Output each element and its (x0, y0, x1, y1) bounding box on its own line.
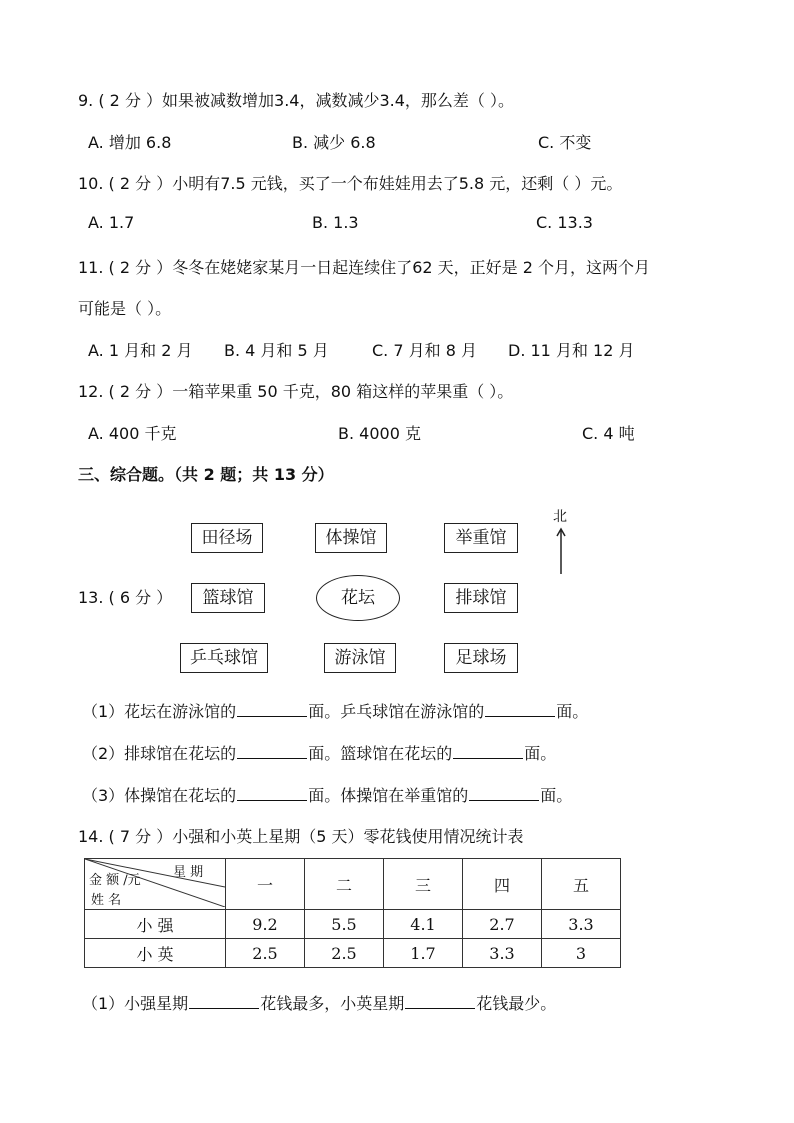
q13-sub1-blank1[interactable] (237, 702, 307, 717)
q11-option-a: A. 1 月和 2 月 (88, 341, 193, 360)
table-cell: 4.1 (384, 910, 463, 939)
table-header-day: 四 (463, 859, 542, 910)
table-header-day: 二 (305, 859, 384, 910)
north-label: 北 (553, 509, 567, 525)
table-cell: 2.5 (305, 939, 384, 968)
table-cell: 2.7 (463, 910, 542, 939)
table-corner-cell (85, 859, 226, 910)
q14-title: 14. ( 7 分 ）小强和小英上星期（5 天）零花钱使用情况统计表 (78, 827, 524, 846)
q13-sub1-text-c: 面。 (556, 702, 589, 721)
q13-sub1-text-b: 面。乒乓球馆在游泳馆的 (308, 702, 485, 721)
q13-sub3-text-a: （3）体操馆在花坛的 (82, 786, 237, 805)
box-youyong: 游泳馆 (324, 643, 396, 673)
q9-option-a: A. 增加 6.8 (88, 133, 172, 152)
q14-sub1-text-c: 花钱最少。 (476, 994, 557, 1013)
q13-sub3 (82, 783, 572, 806)
q10-option-c: C. 13.3 (536, 213, 593, 232)
q13-sub1-text-a: （1）花坛在游泳馆的 (82, 702, 237, 721)
q11-text-line1: 11. ( 2 分 ）冬冬在姥姥家某月一日起连续住了62 天，正好是 2 个月，这两个月 (78, 258, 651, 277)
q13-sub3-blank2[interactable] (469, 786, 539, 801)
q13-sub2-blank1[interactable] (237, 744, 307, 759)
q11-option-c: C. 7 月和 8 月 (372, 341, 477, 360)
table-cell: 9.2 (226, 910, 305, 939)
table-cell: 3.3 (542, 910, 621, 939)
box-tianjing: 田径场 (191, 523, 263, 553)
table-row (85, 939, 621, 968)
box-paiqiu: 排球馆 (444, 583, 518, 613)
q12-text: 12. ( 2 分 ）一箱苹果重 50 千克，80 箱这样的苹果重（ ）。 (78, 382, 514, 401)
q13-sub3-text-b: 面。体操馆在举重馆的 (308, 786, 469, 805)
table-cell: 3.3 (463, 939, 542, 968)
q9-text: 9. ( 2 分 ）如果被减数增加3.4，减数减少3.4，那么差（ ）。 (78, 91, 515, 110)
q14-sub1-text-b: 花钱最多，小英星期 (260, 994, 405, 1013)
q13-sub1 (82, 699, 588, 722)
box-juzhong: 举重馆 (444, 523, 518, 553)
q13-sub2-text-b: 面。篮球馆在花坛的 (308, 744, 453, 763)
corner-label-days: 星 期 (173, 865, 204, 880)
q11-text-line2: 可能是（ ）。 (78, 299, 172, 318)
q14-sub1 (82, 991, 556, 1014)
north-arrow-icon (554, 526, 568, 576)
q13-sub2 (82, 741, 556, 764)
q12-option-c: C. 4 吨 (582, 424, 635, 443)
table-cell: 5.5 (305, 910, 384, 939)
corner-label-name: 姓 名 (91, 893, 122, 908)
table-header-row (85, 859, 621, 910)
box-ticao: 体操馆 (315, 523, 387, 553)
box-pingpang: 乒乓球馆 (180, 643, 268, 673)
q13-label: 13. ( 6 分 ） (78, 588, 173, 607)
q14-table (84, 858, 621, 968)
q9-option-c: C. 不变 (538, 133, 592, 152)
corner-label-amount: 金 额 /元 (89, 873, 141, 888)
box-zuqiu: 足球场 (444, 643, 518, 673)
table-row-name: 小 强 (85, 910, 226, 939)
q13-sub3-text-c: 面。 (540, 786, 573, 805)
q14-sub1-text-a: （1）小强星期 (82, 994, 189, 1013)
table-cell: 3 (542, 939, 621, 968)
table-header-day: 一 (226, 859, 305, 910)
table-row-name: 小 英 (85, 939, 226, 968)
q13-sub2-text-a: （2）排球馆在花坛的 (82, 744, 237, 763)
table-row (85, 910, 621, 939)
section-3-title: 三、综合题。（共 2 题；共 13 分） (78, 465, 334, 484)
table-cell: 1.7 (384, 939, 463, 968)
q14-sub1-blank1[interactable] (189, 994, 259, 1009)
oval-huatan: 花坛 (316, 575, 400, 621)
q12-option-b: B. 4000 克 (338, 424, 421, 443)
table-header-day: 三 (384, 859, 463, 910)
q13-sub2-text-c: 面。 (524, 744, 557, 763)
q10-option-a: A. 1.7 (88, 213, 135, 232)
q13-sub2-blank2[interactable] (453, 744, 523, 759)
q14-sub1-blank2[interactable] (405, 994, 475, 1009)
q10-text: 10. ( 2 分 ）小明有7.5 元钱，买了一个布娃娃用去了5.8 元，还剩（ ）元。 (78, 174, 623, 193)
q10-option-b: B. 1.3 (312, 213, 359, 232)
q9-option-b: B. 减少 6.8 (292, 133, 376, 152)
table-cell: 2.5 (226, 939, 305, 968)
q12-option-a: A. 400 千克 (88, 424, 177, 443)
table-header-day: 五 (542, 859, 621, 910)
q13-sub1-blank2[interactable] (485, 702, 555, 717)
box-lanqiu: 篮球馆 (191, 583, 265, 613)
q11-option-d: D. 11 月和 12 月 (508, 341, 635, 360)
q11-option-b: B. 4 月和 5 月 (224, 341, 329, 360)
q13-sub3-blank1[interactable] (237, 786, 307, 801)
